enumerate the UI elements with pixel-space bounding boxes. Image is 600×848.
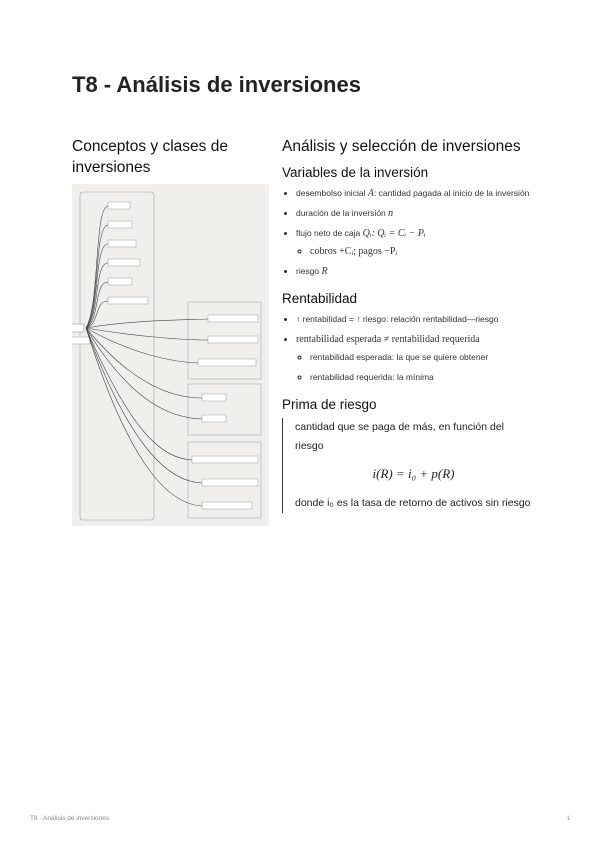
prima-formula: i(R) = i₀ + p(R) <box>372 466 455 481</box>
prima-heading: Prima de riesgo <box>282 397 377 412</box>
list-item: • rentabilidad esperada ≠ rentabilidad requerida ◦ rentabilidad esperada: la que se quiere obtener ◦ rentabilidad requerida: la mínima <box>296 332 532 385</box>
list-item: ◦ rentabilidad esperada: la que se quiere obtener <box>310 350 532 365</box>
left-heading: Conceptos y clases de inversiones <box>72 138 228 176</box>
list-item: • riesgo R <box>296 264 532 279</box>
variables-heading: Variables de la inversión <box>282 165 429 180</box>
list-item: • duración de la inversión n <box>296 206 532 221</box>
rentabilidad-heading: Rentabilidad <box>282 291 358 306</box>
prima-note: donde i₀ es la tasa de retorno de activos sin riesgo <box>295 497 531 509</box>
list-item: ◦ cobros +Cᵢ; pagos −Pᵢ <box>310 244 532 259</box>
variables-list <box>282 186 532 279</box>
right-heading: Análisis y selección de inversiones <box>282 138 521 155</box>
footer-title: T8 - Análisis de inversiones <box>30 815 110 822</box>
prima-text: cantidad que se paga de más, en función del riesgo <box>295 421 504 452</box>
list-item: • desembolso inicial A: cantidad pagada al inicio de la inversión <box>296 186 532 201</box>
list-item: ◦ rentabilidad requerida: la mínima <box>310 370 532 385</box>
rentabilidad-list <box>282 312 532 385</box>
right-column <box>282 136 532 513</box>
left-column <box>72 136 262 526</box>
list-item: • ↑ rentabilidad = ↑ riesgo: relación rentabilidad—riesgo <box>296 312 532 327</box>
concept-diagram <box>72 184 269 526</box>
page-title: T8 - Análisis de inversiones <box>72 72 361 97</box>
page-number: 1 <box>566 815 570 822</box>
prima-quote <box>282 418 532 513</box>
list-item: • flujo neto de caja Qᵢ: Qᵢ = Cᵢ − Pᵢ ◦ cobros +Cᵢ; pagos −Pᵢ <box>296 226 532 259</box>
